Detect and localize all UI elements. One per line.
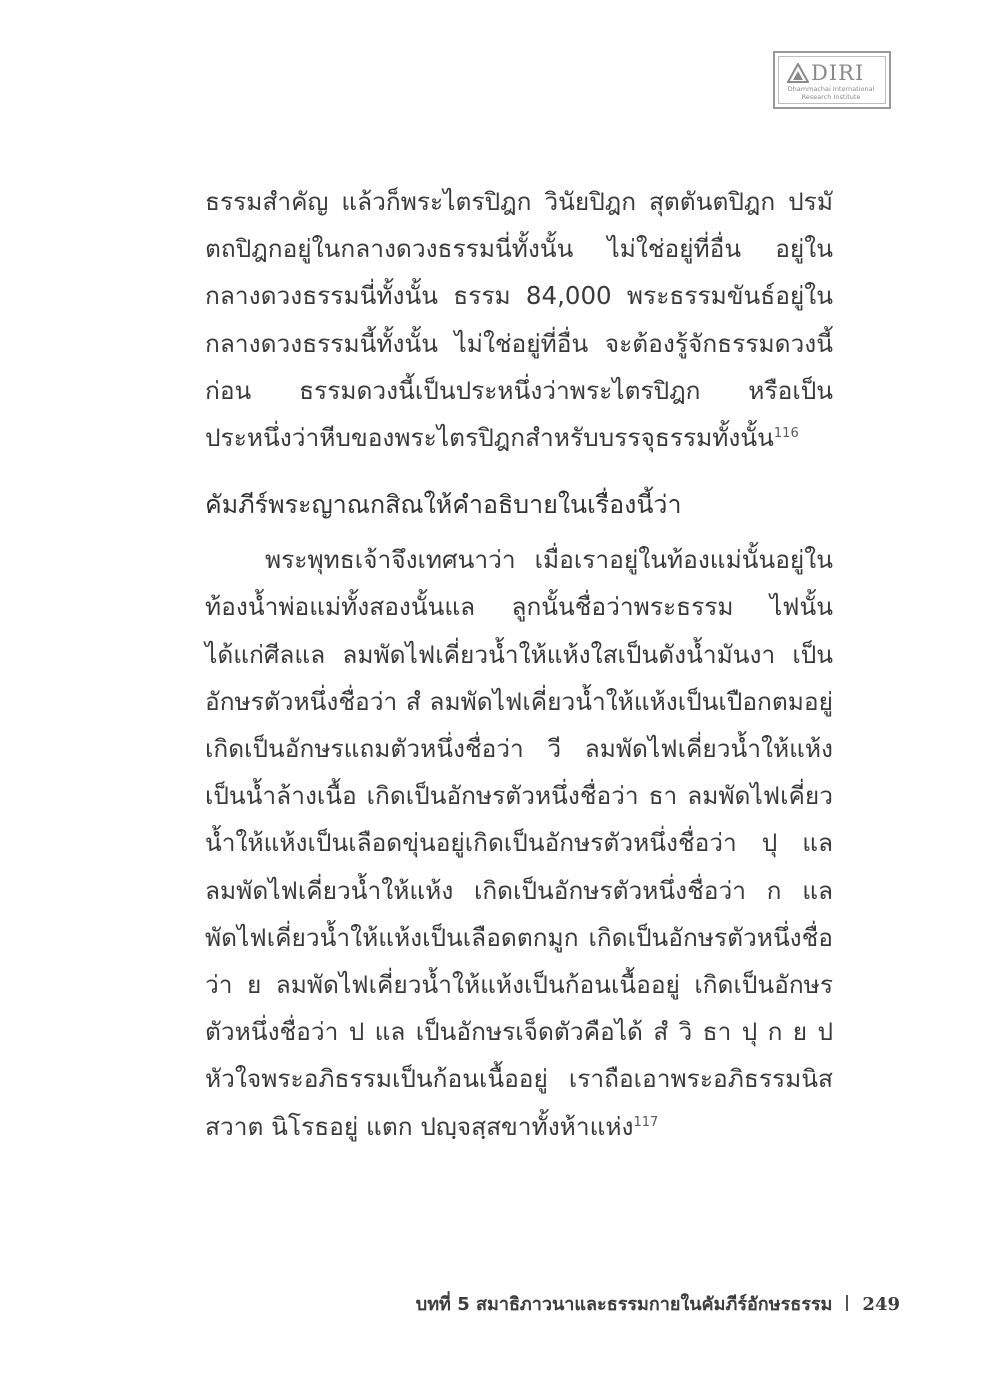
logo-subtitle xyxy=(783,85,879,101)
triangle-logo-icon xyxy=(787,63,809,83)
footer-separator xyxy=(846,1295,848,1311)
paragraph-1-text: ธรรมสำคัญ แล้วก็พระไตรปิฎก วินัยปิฎก สุตตันตปิฎก ปรมัตถปิฎกอยู่ในกลางดวงธรรมนี่ทั้งนั้น ไม่ใช่อยู่ที่อื่น อยู่ในกลางดวงธรรมนี่ทั้งนั้น ธรรม 84,000 พระธรรมขันธ์อยู่ในกลางดวงธรรมนี้ทั้งนั้น ไม่ใช่อยู่ที่อื่น จะต้องรู้จักธรรมดวงนี้ก่อน ธรรมดวงนี้เป็นประหนึ่งว่าพระไตรปิฎก หรือเป็นประหนึ่งว่าหีบของพระไตรปิฎกสำหรับบรรจุธรรมทั้งนั้น xyxy=(205,187,833,453)
page-body xyxy=(205,178,833,1150)
logo-subtitle-line1: Dhammachai International xyxy=(787,85,875,93)
diri-logo xyxy=(773,51,891,109)
logo-name: DIRI xyxy=(811,61,865,85)
footnote-117: 117 xyxy=(633,1114,659,1130)
logo-subtitle-line2: Research Institute xyxy=(801,93,861,101)
footnote-116: 116 xyxy=(773,425,799,441)
paragraph-2-text: พระพุทธเจ้าจึงเทศนาว่า เมื่อเราอยู่ในท้องแม่นั้นอยู่ในท้องน้ำพ่อแม่ทั้งสองนั้นแล ลูกนั้นชื่อว่าพระธรรม ไฟนั้นได้แก่ศีลแล ลมพัดไฟเคี่ยวน้ำให้แห้งใสเป็นดังน้ำมันงา เป็นอักษรตัวหนึ่งชื่อว่า สํ ลมพัดไฟเคี่ยวน้ำให้แห้งเป็นเปือกตมอยู่ เกิดเป็นอักษรแถมตัวหนึ่งชื่อว่า วี ลมพัดไฟเคี่ยวน้ำให้แห้งเป็นน้ำล้างเนื้อ เกิดเป็นอักษรตัวหนึ่งชื่อว่า ธา ลมพัดไฟเคี่ยวน้ำให้แห้งเป็นเลือดขุ่นอยู่เกิดเป็นอักษรตัวหนึ่งชื่อว่า ปุ แล ลมพัดไฟเคี่ยวน้ำให้แห้ง เกิดเป็นอักษรตัวหนึ่งชื่อว่า ก แล พัดไฟเคี่ยวน้ำให้แห้งเป็นเลือดตกมูก เกิดเป็นอักษรตัวหนึ่งชื่อว่า ย ลมพัดไฟเคี่ยวน้ำให้แห้งเป็นก้อนเนื้ออยู่ เกิดเป็นอักษรตัวหนึ่งชื่อว่า ป แล เป็นอักษรเจ็ดตัวคือได้ สํ วิ ธา ปุ ก ย ป หัวใจพระอภิธรรมเป็นก้อนเนื้ออยู่ เราถือเอาพระอภิธรรมนิสสวาต นิโรธอยู่ แตก ปญฺจสฺสขาทั้งห้าแห่ง xyxy=(205,545,833,1141)
page-number: 249 xyxy=(862,1294,900,1315)
paragraph-2 xyxy=(205,536,833,1150)
section-heading: คัมภีร์พระญาณกสิณให้คำอธิบายในเรื่องนี้ว่า xyxy=(205,490,682,520)
chapter-title: บทที่ 5 สมาธิภาวนาและธรรมกายในคัมภีร์อักษรธรรม xyxy=(415,1294,833,1315)
page-footer xyxy=(360,1292,900,1318)
paragraph-1 xyxy=(205,178,833,461)
